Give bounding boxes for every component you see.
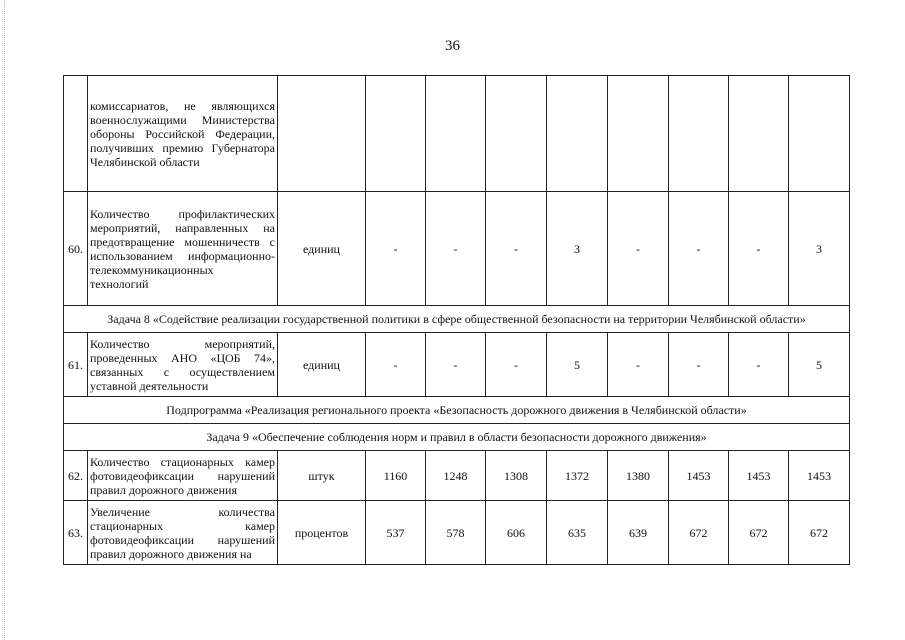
- table-row: [64, 501, 850, 565]
- value-cell: 537: [366, 501, 426, 565]
- value-cell: [426, 76, 486, 192]
- section-row: [64, 397, 850, 424]
- value-cell: 3: [789, 192, 850, 306]
- value-cell: 1380: [608, 451, 669, 501]
- page-number: 36: [445, 38, 460, 54]
- indicator-description: Увеличение количества стационарных камер фотовидеофиксации нарушений правил дорожного движения на: [88, 501, 278, 565]
- value-cell: 3: [547, 192, 608, 306]
- value-cell: -: [366, 333, 426, 397]
- value-cell: -: [426, 333, 486, 397]
- value-cell: -: [486, 192, 547, 306]
- value-cell: [789, 76, 850, 192]
- row-number: [64, 76, 88, 192]
- value-cell: [608, 76, 669, 192]
- section-title: Подпрограмма «Реализация регионального проекта «Безопасность дорожного движения в Челябинской области»: [64, 397, 850, 424]
- row-number: 62.: [64, 451, 88, 501]
- value-cell: -: [608, 192, 669, 306]
- value-cell: 672: [669, 501, 729, 565]
- value-cell: -: [669, 333, 729, 397]
- value-cell: 1372: [547, 451, 608, 501]
- value-cell: [729, 76, 789, 192]
- value-cell: [669, 76, 729, 192]
- unit-cell: штук: [278, 451, 366, 501]
- table-row: [64, 333, 850, 397]
- value-cell: -: [486, 333, 547, 397]
- unit-cell: [278, 76, 366, 192]
- value-cell: 606: [486, 501, 547, 565]
- value-cell: 672: [729, 501, 789, 565]
- unit-cell: единиц: [278, 333, 366, 397]
- value-cell: 1308: [486, 451, 547, 501]
- value-cell: 1453: [789, 451, 850, 501]
- value-cell: 1453: [729, 451, 789, 501]
- value-cell: 1160: [366, 451, 426, 501]
- table-row: [64, 76, 850, 192]
- value-cell: -: [366, 192, 426, 306]
- indicator-description: Количество стационарных камер фотовидеофиксации нарушений правил дорожного движения: [88, 451, 278, 501]
- value-cell: -: [426, 192, 486, 306]
- indicator-description: Количество профилактических мероприятий, направленных на предотвращение мошенничеств с использованием информационно-телекоммуникационных технологий: [88, 192, 278, 306]
- value-cell: 578: [426, 501, 486, 565]
- table-body: [64, 76, 850, 565]
- indicator-description: комиссариатов, не являющихся военнослужащими Министерства обороны Российской Федерации, получивших премию Губернатора Челябинской области: [88, 76, 278, 192]
- indicators-table: [63, 75, 850, 565]
- unit-cell: единиц: [278, 192, 366, 306]
- table-row: [64, 192, 850, 306]
- indicator-description: Количество мероприятий, проведенных АНО «ЦОБ 74», связанных с осуществлением уставной деятельности: [88, 333, 278, 397]
- margin-line: [4, 0, 5, 640]
- section-title: Задача 8 «Содействие реализации государственной политики в сфере общественной безопасности на территории Челябинской области»: [64, 306, 850, 333]
- value-cell: 5: [789, 333, 850, 397]
- value-cell: [547, 76, 608, 192]
- value-cell: [486, 76, 547, 192]
- row-number: 60.: [64, 192, 88, 306]
- row-number: 61.: [64, 333, 88, 397]
- value-cell: -: [729, 192, 789, 306]
- section-row: [64, 306, 850, 333]
- value-cell: 635: [547, 501, 608, 565]
- row-number: 63.: [64, 501, 88, 565]
- unit-cell: процентов: [278, 501, 366, 565]
- section-row: [64, 424, 850, 451]
- value-cell: -: [729, 333, 789, 397]
- value-cell: 672: [789, 501, 850, 565]
- value-cell: 639: [608, 501, 669, 565]
- table-row: [64, 451, 850, 501]
- value-cell: 1453: [669, 451, 729, 501]
- value-cell: 5: [547, 333, 608, 397]
- value-cell: -: [608, 333, 669, 397]
- section-title: Задача 9 «Обеспечение соблюдения норм и правил в области безопасности дорожного движения»: [64, 424, 850, 451]
- value-cell: -: [669, 192, 729, 306]
- value-cell: 1248: [426, 451, 486, 501]
- value-cell: [366, 76, 426, 192]
